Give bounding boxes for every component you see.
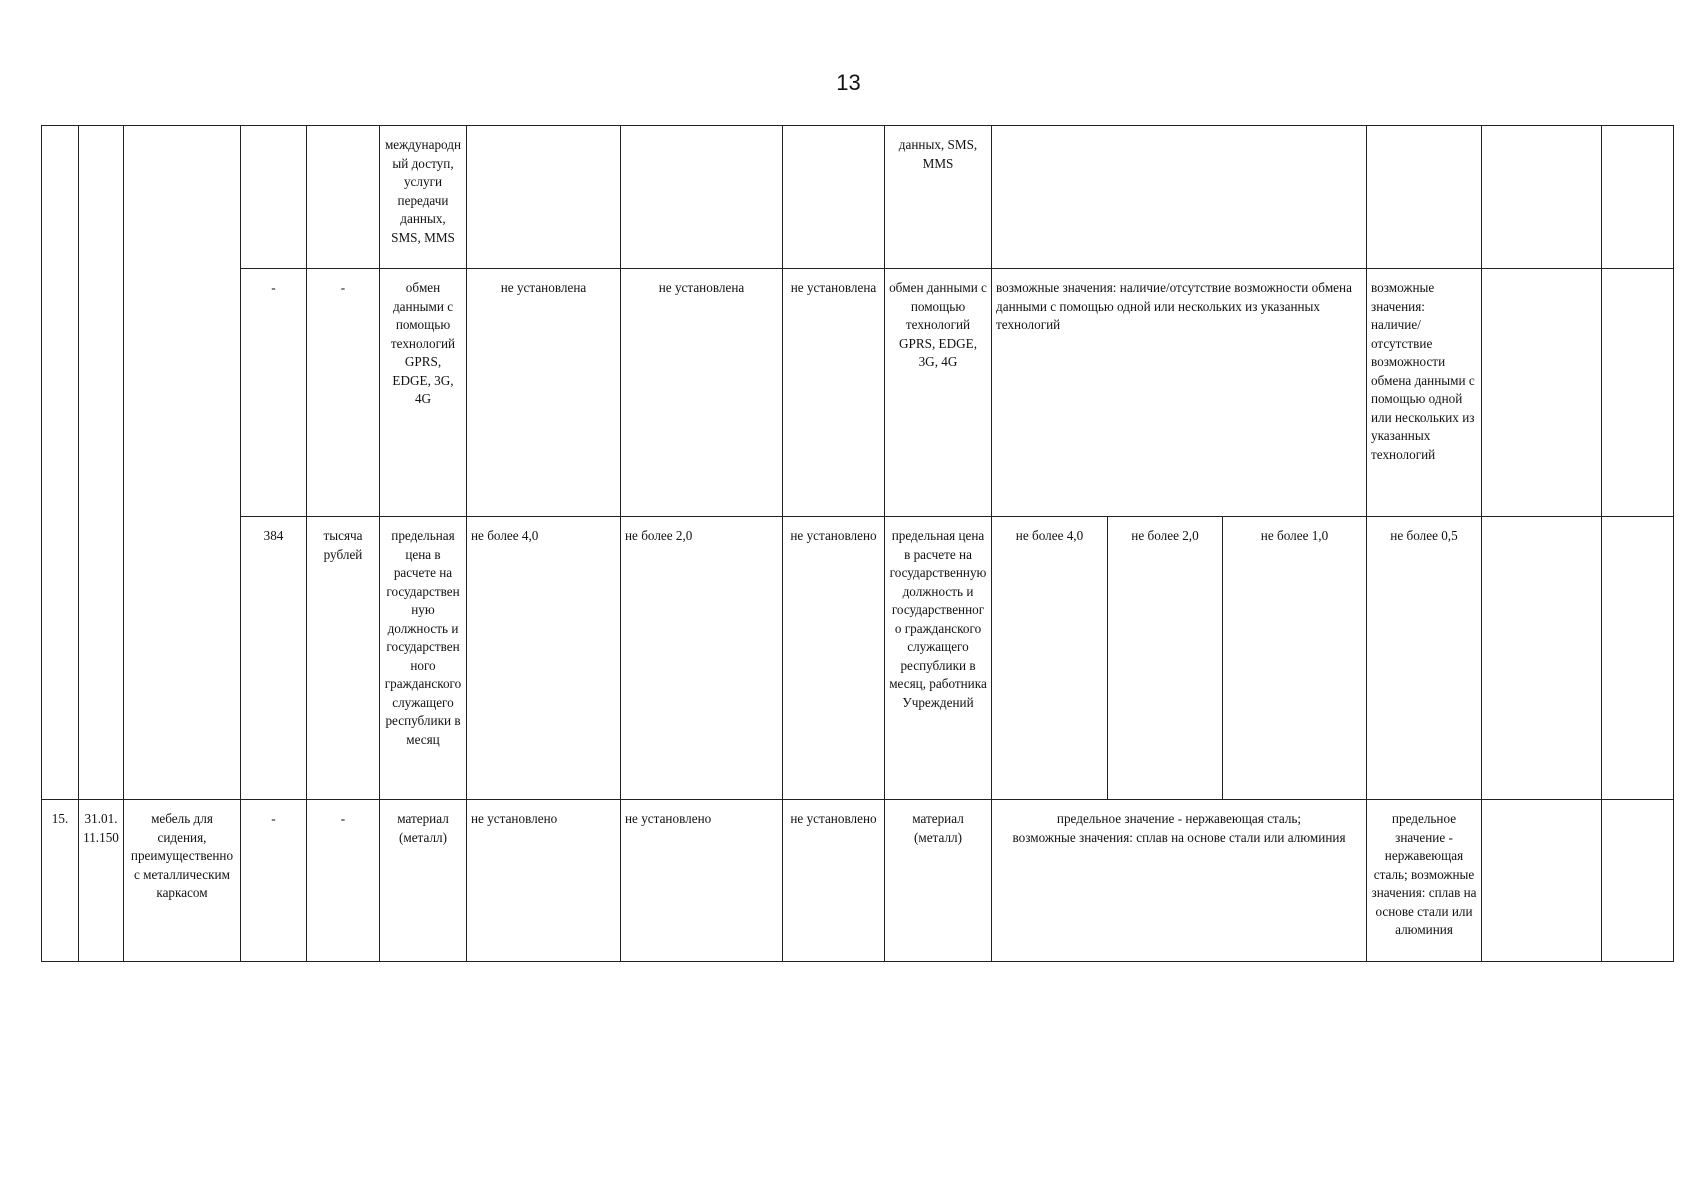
cell-value-a xyxy=(467,126,621,269)
cell-characteristic: обмен данными с помощью технологий GPRS, EDGE, 3G, 4G xyxy=(380,269,467,517)
cell-value-c: не установлено xyxy=(783,800,885,962)
cell-value-b: не более 2,0 xyxy=(621,517,783,800)
cell-approved-v4: не более 0,5 xyxy=(1367,517,1482,800)
cell-okei-code xyxy=(241,126,307,269)
cell-okei-code: - xyxy=(241,269,307,517)
cell-approved-characteristic: предельная цена в расчете на государственную должность и государственного гражданского служащего республики в месяц, работника Учреждений xyxy=(885,517,992,800)
cell-approved-characteristic: данных, SMS, MMS xyxy=(885,126,992,269)
cell-num: 15. xyxy=(42,800,79,962)
cell-extra-2 xyxy=(1602,800,1674,962)
cell-extra-1 xyxy=(1482,126,1602,269)
cell-okei-code: - xyxy=(241,800,307,962)
cell-name-empty xyxy=(124,126,241,800)
cell-unit: - xyxy=(307,800,380,962)
cell-approved-values xyxy=(992,126,1367,269)
cell-okei-code: 384 xyxy=(241,517,307,800)
cell-unit xyxy=(307,126,380,269)
table-row xyxy=(42,126,1674,269)
cell-approved-values xyxy=(992,800,1367,962)
cell-extra-2 xyxy=(1602,269,1674,517)
cell-approved-v1: не более 4,0 xyxy=(992,517,1108,800)
cell-unit: - xyxy=(307,269,380,517)
cell-approved-last: предельное значение - нержавеющая сталь; возможные значения: сплав на основе стали или алюминия xyxy=(1367,800,1482,962)
cell-value-a: не более 4,0 xyxy=(467,517,621,800)
table-row xyxy=(42,800,1674,962)
approved-values-line-1: предельное значение - нержавеющая сталь; xyxy=(1056,811,1302,826)
cell-approved-characteristic: материал (металл) xyxy=(885,800,992,962)
cell-characteristic: материал (металл) xyxy=(380,800,467,962)
page-number: 13 xyxy=(836,70,861,95)
cell-extra-1 xyxy=(1482,517,1602,800)
cell-approved-v2: не более 2,0 xyxy=(1108,517,1223,800)
cell-value-a: не установлена xyxy=(467,269,621,517)
cell-value-b: не установлено xyxy=(621,800,783,962)
approved-values-line-2: возможные значения: сплав на основе стали или алюминия xyxy=(1012,829,1346,845)
cell-value-c: не установлено xyxy=(783,517,885,800)
cell-approved-values: возможные значения: наличие/отсутствие возможности обмена данными с помощью одной или нескольких из указанных технологий xyxy=(992,269,1367,517)
cell-name: мебель для сидения, преимущественно с металлическим каркасом xyxy=(124,800,241,962)
cell-extra-2 xyxy=(1602,517,1674,800)
cell-characteristic: предельная цена в расчете на государственную должность и государственного гражданского служащего республики в месяц xyxy=(380,517,467,800)
cell-extra-1 xyxy=(1482,269,1602,517)
cell-value-c: не установлена xyxy=(783,269,885,517)
cell-num-empty xyxy=(42,126,79,800)
table-row xyxy=(42,269,1674,517)
cell-approved-v3: не более 1,0 xyxy=(1223,517,1367,800)
cell-value-b: не установлена xyxy=(621,269,783,517)
cell-value-b xyxy=(621,126,783,269)
cell-value-a: не установлено xyxy=(467,800,621,962)
cell-extra-2 xyxy=(1602,126,1674,269)
cell-okpd2-code: 31.01.11.150 xyxy=(79,800,124,962)
cell-characteristic: международный доступ, услуги передачи данных, SMS, MMS xyxy=(380,126,467,269)
cell-approved-characteristic: обмен данными с помощью технологий GPRS, EDGE, 3G, 4G xyxy=(885,269,992,517)
cell-approved-last xyxy=(1367,126,1482,269)
table-row xyxy=(42,517,1674,800)
cell-extra-1 xyxy=(1482,800,1602,962)
cell-unit: тысяча рублей xyxy=(307,517,380,800)
requirements-table xyxy=(41,125,1674,962)
cell-value-c xyxy=(783,126,885,269)
cell-approved-last: возможные значения: наличие/отсутствие возможности обмена данными с помощью одной или нескольких из указанных технологий xyxy=(1367,269,1482,517)
cell-code-empty xyxy=(79,126,124,800)
